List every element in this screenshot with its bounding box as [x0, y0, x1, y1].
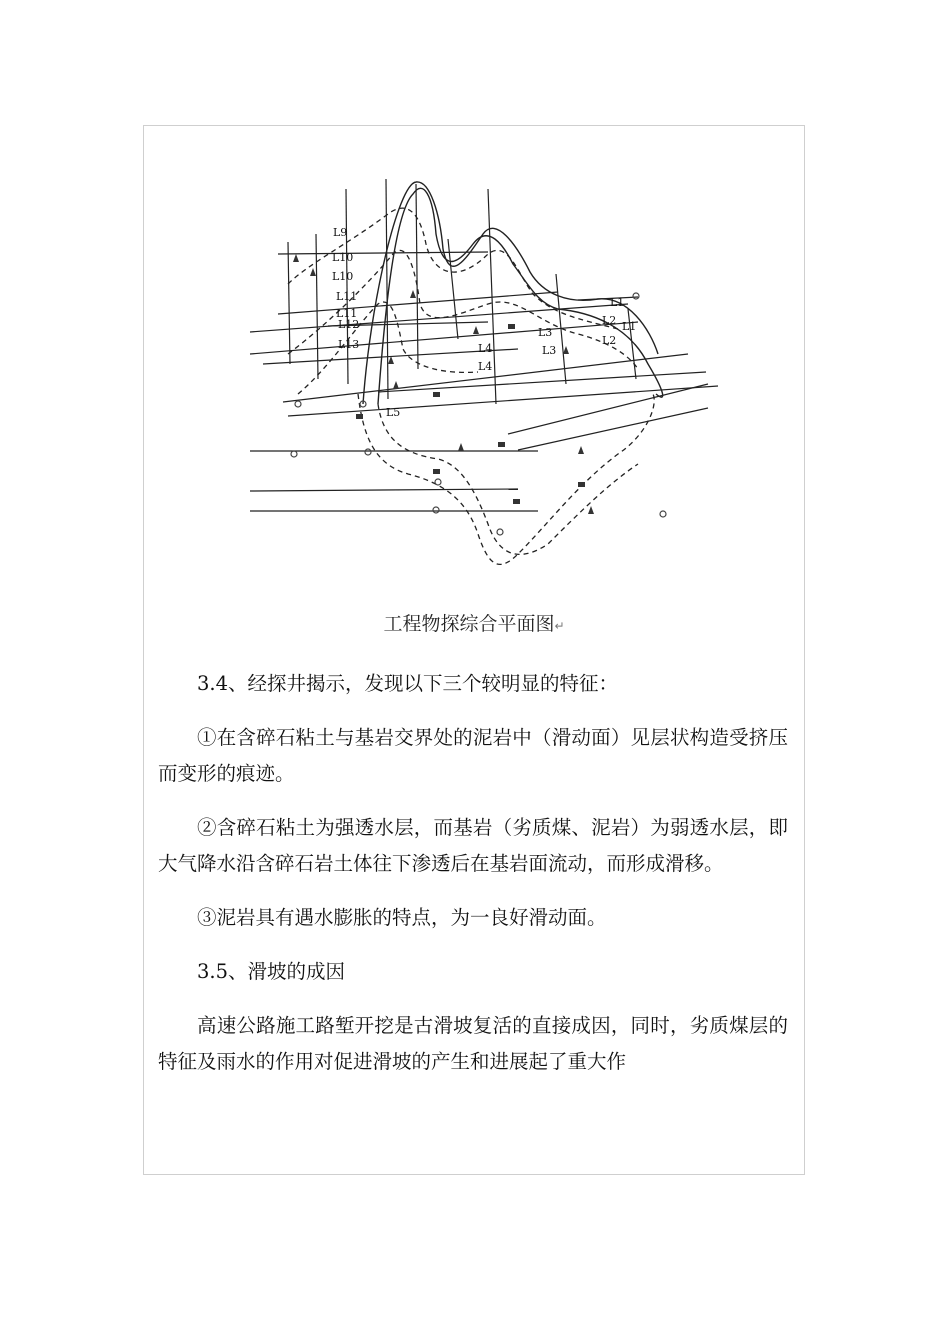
line-label: L3 — [538, 326, 553, 339]
line-label: L13 — [338, 338, 360, 351]
survey-plan-figure — [158, 154, 790, 659]
line-label: L10 — [332, 270, 354, 283]
landslide-boundary — [363, 182, 663, 404]
line-label: L5 — [386, 406, 401, 419]
paragraph: ①在含碎石粘土与基岩交界处的泥岩中（滑动面）见层状构造受挤压而变形的痕迹。 — [158, 726, 788, 785]
return-mark: ↵ — [554, 619, 565, 633]
line-label: L2 — [602, 334, 617, 347]
paragraph: 高速公路施工路堑开挖是古滑坡复活的直接成因，同时，劣质煤层的特征及雨水的作用对促进滑坡的产生和进展起了重大作 — [158, 1014, 788, 1073]
content-frame — [143, 125, 805, 1175]
line-label: L10 — [332, 251, 354, 264]
line-label: L3 — [542, 344, 557, 357]
line-label: L9 — [333, 226, 348, 239]
line-label: L2 — [602, 314, 617, 327]
line-label: L1 — [622, 320, 637, 333]
line-label: L1 — [610, 296, 625, 309]
survey-plan-drawing — [158, 154, 790, 659]
paragraph: ③泥岩具有遇水膨胀的特点，为一良好滑动面。 — [197, 906, 607, 929]
paragraph: 3.5、滑坡的成因 — [197, 960, 346, 983]
line-label: L12 — [338, 318, 360, 331]
paragraph: 3.4、经探井揭示，发现以下三个较明显的特征： — [197, 672, 619, 695]
line-label: L11 — [336, 307, 358, 320]
line-label: L4 — [478, 360, 493, 373]
figure-caption-text: 工程物探综合平面图 — [383, 613, 555, 635]
paragraph: ②含碎石粘土为强透水层，而基岩（劣质煤、泥岩）为弱透水层，即大气降水沿含碎石岩土体往下渗透后在基岩面流动，而形成滑移。 — [158, 816, 788, 875]
figure-caption — [158, 609, 790, 636]
line-label: L11 — [336, 290, 358, 303]
body-text — [158, 666, 788, 1098]
line-label: L4 — [478, 342, 493, 355]
